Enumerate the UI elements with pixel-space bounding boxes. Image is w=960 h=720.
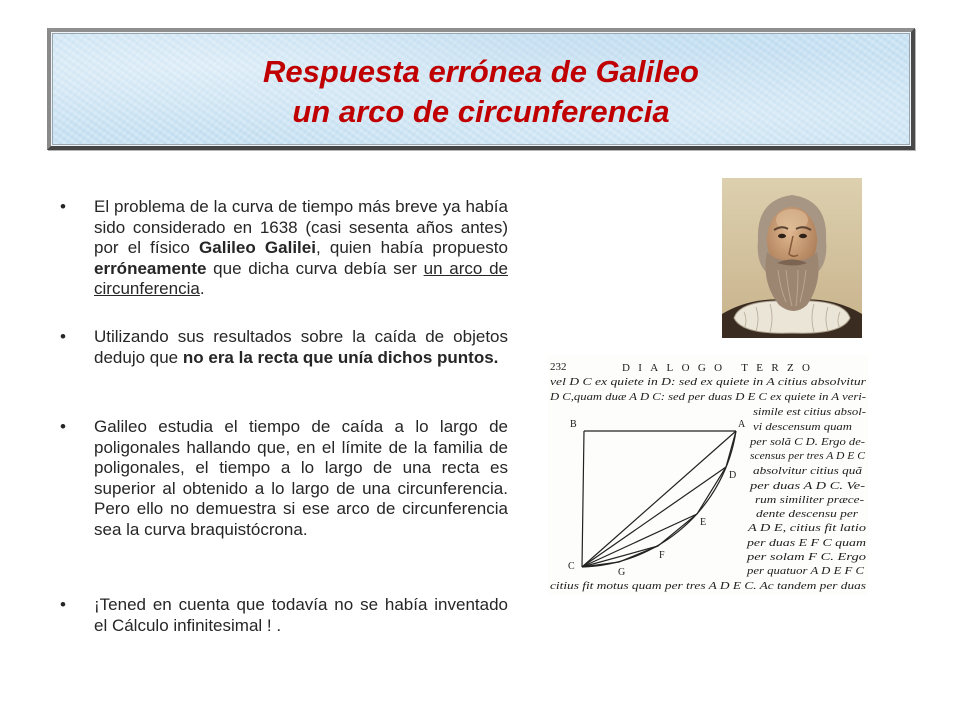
- title-box: [47, 28, 915, 150]
- diagram-label-b: B: [570, 419, 577, 430]
- diagram-label-c: C: [568, 561, 575, 572]
- book-line: per quatuor A D E F C: [745, 565, 865, 577]
- bullet-marker: •: [60, 197, 66, 216]
- bullet-text-1: [94, 197, 508, 300]
- diagram-label-f: F: [659, 550, 665, 561]
- bullet-text-4: [94, 595, 508, 636]
- bold-run-erroneamente: erróneamente: [94, 258, 207, 278]
- portrait-eye-right: [799, 234, 807, 238]
- bullet-marker: •: [60, 595, 66, 614]
- book-line: dente descensu per: [756, 508, 859, 520]
- book-line: vi descensum quam: [753, 421, 853, 433]
- book-line: scensus per tres A D E C: [750, 450, 866, 462]
- galileo-portrait: [722, 178, 862, 338]
- bullet-text-3: [94, 417, 508, 540]
- diagram-label-a: A: [738, 419, 746, 430]
- book-page-number: 232: [550, 361, 567, 373]
- book-line: per solã C D. Ergo de-: [748, 436, 866, 448]
- slide-title-line-2: un arco de circunferencia: [292, 94, 670, 129]
- portrait-eye-left: [778, 234, 786, 238]
- text-run: , quien había propuesto: [315, 238, 508, 257]
- book-line: simile est citius absol-: [753, 406, 867, 418]
- bold-run-galileo-galilei: Galileo Galilei: [199, 238, 316, 257]
- text-run: Galileo estudia el tiempo de caída a lo largo de poligonales hallando que, en el límite de la familia de poligonales, el tiempo a lo largo de una recta es superior al obtenido a lo largo de una circunferencia. Pero ello no demuestra si ese arco de circunferencia sea la curva braquistócrona.: [94, 417, 508, 539]
- book-running-head: DIALOGO TERZO: [622, 362, 810, 374]
- book-line: per solam F C. Ergo: [745, 551, 867, 563]
- bullet-marker: •: [60, 417, 66, 436]
- book-line: citius fit motus quam per tres A D E C. Ac tandem per duas: [550, 580, 866, 592]
- book-page-scan: [548, 355, 868, 595]
- text-run: El problema de la curva de tiempo más breve ya había sido considerado en 1638 (casi sesenta años antes) por el físico: [94, 197, 508, 257]
- text-run: Utilizando sus resultados sobre la caída de objetos dedujo que: [94, 327, 508, 367]
- book-line: absolvitur citius quã: [753, 465, 863, 477]
- book-line: vel D C ex quiete in D: sed ex quiete in A citius absolvitur: [550, 376, 867, 388]
- book-line: D C,quam duæ A D C: sed per duas D E C ex quiete in A veri-: [548, 391, 867, 403]
- slide-title-line-1: Respuesta errónea de Galileo: [263, 54, 699, 89]
- text-run: ¡Tened en cuenta que todavía no se había inventado el Cálculo infinitesimal ! .: [94, 595, 508, 635]
- bullet-marker: •: [60, 327, 66, 346]
- underlined-run-arco: un arco de circunferencia: [94, 258, 508, 298]
- book-line: per duas E F C quam: [745, 537, 867, 549]
- bullet-text-2: [94, 327, 508, 368]
- book-line: A D E, citius fit latio: [746, 522, 867, 534]
- diagram-label-d: D: [729, 470, 737, 481]
- text-run: que dicha curva debía ser: [206, 258, 424, 278]
- diagram-label-g: G: [618, 567, 626, 578]
- bold-run-recta: no era la recta que unía dichos puntos.: [182, 347, 499, 367]
- text-run: .: [199, 279, 205, 298]
- diagram-label-e: E: [700, 517, 707, 528]
- book-line: rum similiter præce-: [755, 494, 865, 506]
- book-line: per duas A D C. Ve-: [748, 480, 866, 492]
